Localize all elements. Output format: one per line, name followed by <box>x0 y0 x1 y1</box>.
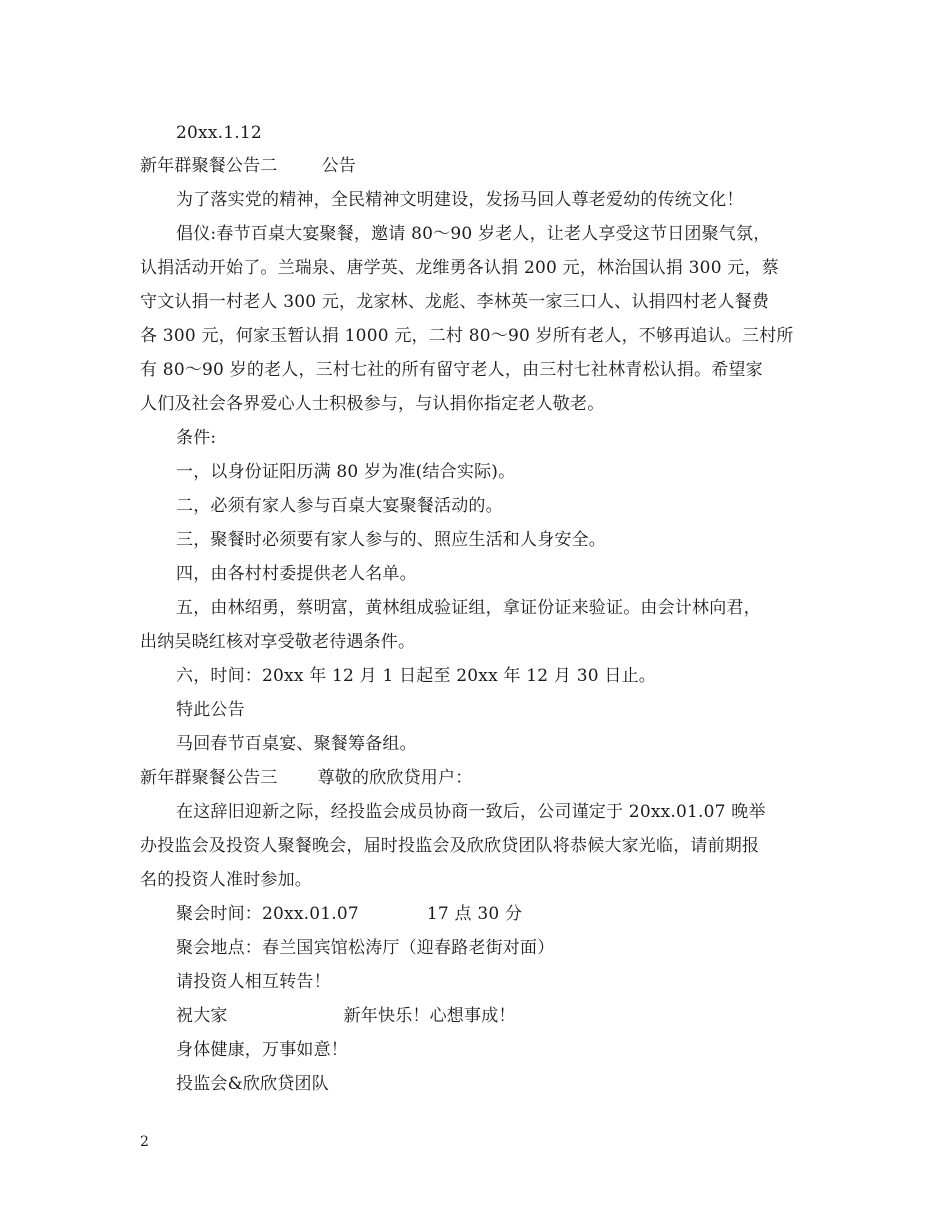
meeting-time-value: 17 点 30 分 <box>426 904 523 924</box>
section-3-heading-line <box>140 766 472 790</box>
condition-item: 二，必须有家人参与百桌大宴聚餐活动的。 <box>176 496 503 516</box>
signature: 投监会&欣欣贷团队 <box>176 1074 329 1094</box>
condition-item: 六，时间：20xx 年 12 月 1 日起至 20xx 年 12 月 30 日止。 <box>176 666 656 686</box>
paragraph-line: 办投监会及投资人聚餐晚会，届时投监会及欣欣贷团队将恭候大家光临，请前期报 <box>140 836 760 856</box>
meeting-time-line <box>176 902 522 926</box>
paragraph-line: 有 80～90 岁的老人，三村七社的所有留守老人，由三村七社林青松认捐。希望家 <box>140 360 763 380</box>
section-3-heading: 新年群聚餐公告三 <box>140 768 278 788</box>
date-line: 20xx.1.12 <box>176 123 262 143</box>
health-wish: 身体健康，万事如意！ <box>176 1040 348 1060</box>
meeting-place: 聚会地点：春兰国宾馆松涛厅（迎春路老街对面） <box>176 938 555 958</box>
paragraph-line: 守文认捐一村老人 300 元，龙家林、龙彪、李林英一家三口人、认捐四村老人餐费 <box>140 292 770 312</box>
condition-item: 一，以身份证阳历满 80 岁为准(结合实际)。 <box>176 462 516 482</box>
notice-signature: 马回春节百桌宴、聚餐筹备组。 <box>176 734 417 754</box>
meeting-time-label: 聚会时间：20xx.01.07 <box>176 904 359 924</box>
paragraph-line: 为了落实党的精神，全民精神文明建设，发扬马回人尊老爱幼的传统文化！ <box>176 190 744 210</box>
paragraph-line: 各 300 元，何家玉暂认捐 1000 元，二村 80～90 岁所有老人，不够再追认。三村所 <box>140 326 794 346</box>
section-2-heading-line <box>140 154 356 178</box>
paragraph-line: 认捐活动开始了。兰瑞泉、唐学英、龙维勇各认捐 200 元，林治国认捐 300 元，蔡 <box>140 258 779 278</box>
conditions-heading: 条件: <box>176 428 217 448</box>
condition-item-continued: 出纳吴晓红核对享受敬老待遇条件。 <box>140 632 416 652</box>
condition-item: 五，由林绍勇，蔡明富，黄林组成验证组，拿证份证来验证。由会计林向君， <box>176 598 761 618</box>
paragraph-line: 人们及社会各界爱心人士积极参与，与认捐你指定老人敬老。 <box>140 394 605 414</box>
paragraph-line: 在这辞旧迎新之际，经投监会成员协商一致后，公司谨定于 20xx.01.07 晚举 <box>176 802 766 822</box>
section-3-heading-suffix: 尊敬的欣欣贷用户： <box>317 768 473 788</box>
greeting-line <box>176 1004 516 1028</box>
paragraph-line: 名的投资人准时参加。 <box>140 870 312 890</box>
forward-notice: 请投资人相互转告！ <box>176 972 331 992</box>
condition-item: 四，由各村村委提供老人名单。 <box>176 564 417 584</box>
page-number: 2 <box>140 1134 149 1150</box>
section-2-heading: 新年群聚餐公告二 <box>140 156 278 176</box>
greeting-label: 祝大家 <box>176 1006 228 1026</box>
paragraph-line: 倡仪:春节百桌大宴聚餐，邀请 80～90 岁老人，让老人享受这节日团聚气氛， <box>176 224 771 244</box>
greeting-value: 新年快乐！心想事成！ <box>343 1006 516 1026</box>
section-2-heading-suffix: 公告 <box>321 156 357 176</box>
condition-item: 三，聚餐时必须要有家人参与的、照应生活和人身安全。 <box>176 530 606 550</box>
notice-closing: 特此公告 <box>176 700 245 720</box>
